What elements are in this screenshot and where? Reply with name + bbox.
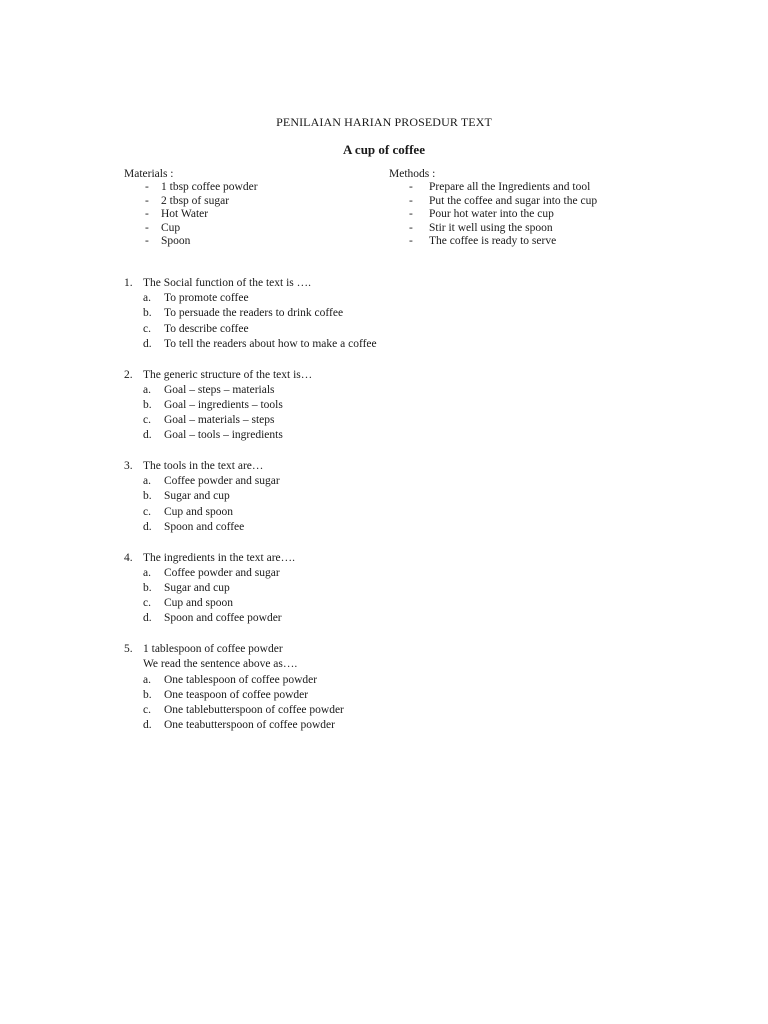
answer-option — [124, 413, 684, 428]
option-text: One teaspoon of coffee powder — [164, 688, 309, 701]
option-letter: d. — [143, 719, 152, 732]
option-letter: a. — [143, 566, 151, 579]
bullet-dash: - — [409, 235, 413, 248]
answer-option — [124, 428, 684, 443]
option-text: Goal – ingredients – tools — [164, 398, 283, 411]
materials-section — [124, 167, 364, 249]
material-item-text: 1 tbsp coffee powder — [161, 181, 258, 193]
answer-option — [124, 505, 684, 520]
method-step — [389, 181, 689, 195]
bullet-dash: - — [145, 235, 149, 248]
option-text: Spoon and coffee — [164, 520, 245, 533]
question-stem — [124, 642, 684, 657]
option-text: Spoon and coffee powder — [164, 612, 282, 625]
answer-option — [124, 703, 684, 718]
answer-option — [124, 688, 684, 703]
bullet-dash: - — [145, 221, 149, 234]
option-letter: d. — [143, 429, 152, 442]
option-text: One tablespoon of coffee powder — [164, 673, 318, 686]
option-text: To promote coffee — [164, 292, 249, 305]
method-step-text: Pour hot water into the cup — [429, 208, 554, 221]
option-text: Sugar and cup — [164, 581, 230, 594]
answer-option — [124, 596, 684, 611]
question-number: 5. — [124, 643, 133, 656]
material-item-text: Cup — [161, 221, 181, 234]
option-letter: d. — [143, 612, 152, 625]
bullet-dash: - — [409, 208, 413, 221]
question-stem — [124, 276, 684, 291]
option-letter: b. — [143, 490, 152, 503]
option-text: Coffee powder and sugar — [164, 566, 280, 579]
material-item-text: 2 tbsp of sugar — [161, 194, 230, 207]
bullet-dash: - — [145, 208, 149, 221]
question-number: 2. — [124, 368, 133, 381]
method-step — [389, 208, 689, 222]
questions-section — [124, 276, 684, 749]
option-letter: a. — [143, 292, 151, 305]
answer-option — [124, 489, 684, 504]
question-text: The tools in the text are… — [143, 460, 264, 473]
option-letter: c. — [143, 505, 151, 518]
answer-option — [124, 566, 684, 581]
question-stem — [124, 368, 684, 383]
option-text: To persuade the readers to drink coffee — [164, 307, 344, 320]
option-letter: c. — [143, 597, 151, 610]
answer-option — [124, 474, 684, 489]
option-text: Goal – steps – materials — [164, 383, 275, 396]
question-item — [124, 642, 684, 733]
question-stem — [124, 459, 684, 474]
bullet-dash: - — [409, 194, 413, 207]
method-step — [389, 195, 689, 209]
option-text: One tablebutterspoon of coffee powder — [164, 703, 344, 716]
question-number: 1. — [124, 277, 133, 289]
answer-option — [124, 398, 684, 413]
method-step — [389, 235, 689, 249]
option-letter: d. — [143, 337, 152, 350]
material-item — [124, 235, 364, 249]
answer-option — [124, 337, 684, 352]
question-number: 3. — [124, 460, 133, 473]
option-letter: c. — [143, 322, 151, 335]
option-text: Cup and spoon — [164, 505, 233, 518]
option-letter: a. — [143, 383, 151, 396]
question-stem — [124, 551, 684, 566]
option-text: To tell the readers about how to make a coffee — [164, 337, 377, 350]
option-text: To describe coffee — [164, 322, 249, 335]
option-text: Goal – tools – ingredients — [164, 429, 283, 442]
bullet-dash: - — [145, 194, 149, 207]
option-letter: a. — [143, 673, 151, 686]
option-text: One teabutterspoon of coffee powder — [164, 719, 335, 732]
option-letter: b. — [143, 307, 152, 320]
question-text: The ingredients in the text are…. — [143, 551, 296, 564]
option-letter: b. — [143, 581, 152, 594]
bullet-dash: - — [145, 181, 149, 193]
option-letter: a. — [143, 475, 151, 488]
answer-option — [124, 581, 684, 596]
option-text: Coffee powder and sugar — [164, 475, 280, 488]
option-letter: c. — [143, 703, 151, 716]
answer-option — [124, 383, 684, 398]
option-letter: b. — [143, 688, 152, 701]
material-item — [124, 181, 364, 195]
materials-heading: Materials : — [124, 168, 174, 180]
option-text: Cup and spoon — [164, 597, 233, 610]
bullet-dash: - — [409, 181, 413, 193]
document-title: A cup of coffee — [343, 142, 425, 157]
option-text: Sugar and cup — [164, 490, 230, 503]
answer-option — [124, 306, 684, 321]
question-text: 1 tablespoon of coffee powder — [143, 643, 283, 656]
method-step-text: Stir it well using the spoon — [429, 221, 553, 234]
methods-list — [389, 181, 689, 249]
question-subtext: We read the sentence above as…. — [143, 658, 298, 671]
method-step-text: Put the coffee and sugar into the cup — [429, 194, 598, 207]
answer-option — [124, 673, 684, 688]
question-item — [124, 276, 684, 352]
answer-option — [124, 718, 684, 733]
answer-option — [124, 291, 684, 306]
option-text: Goal – materials – steps — [164, 414, 275, 427]
material-item-text: Spoon — [161, 235, 191, 248]
material-item — [124, 222, 364, 236]
method-step-text: The coffee is ready to serve — [429, 235, 557, 248]
question-item — [124, 459, 684, 535]
methods-heading: Methods : — [389, 168, 436, 180]
answer-option — [124, 611, 684, 626]
method-step — [389, 222, 689, 236]
material-item — [124, 195, 364, 209]
option-letter: c. — [143, 414, 151, 427]
answer-option — [124, 322, 684, 337]
page-title: PENILAIAN HARIAN PROSEDUR TEXT — [276, 115, 492, 129]
question-number: 4. — [124, 551, 133, 564]
materials-list — [124, 181, 364, 249]
option-letter: d. — [143, 520, 152, 533]
question-item — [124, 368, 684, 444]
bullet-dash: - — [409, 221, 413, 234]
methods-section — [389, 167, 689, 249]
question-text: The generic structure of the text is… — [143, 368, 313, 381]
material-item-text: Hot Water — [161, 208, 209, 221]
question-item — [124, 551, 684, 627]
option-letter: b. — [143, 398, 152, 411]
question-text: The Social function of the text is …. — [143, 277, 311, 289]
answer-option — [124, 520, 684, 535]
material-item — [124, 208, 364, 222]
method-step-text: Prepare all the Ingredients and tool — [429, 181, 591, 193]
